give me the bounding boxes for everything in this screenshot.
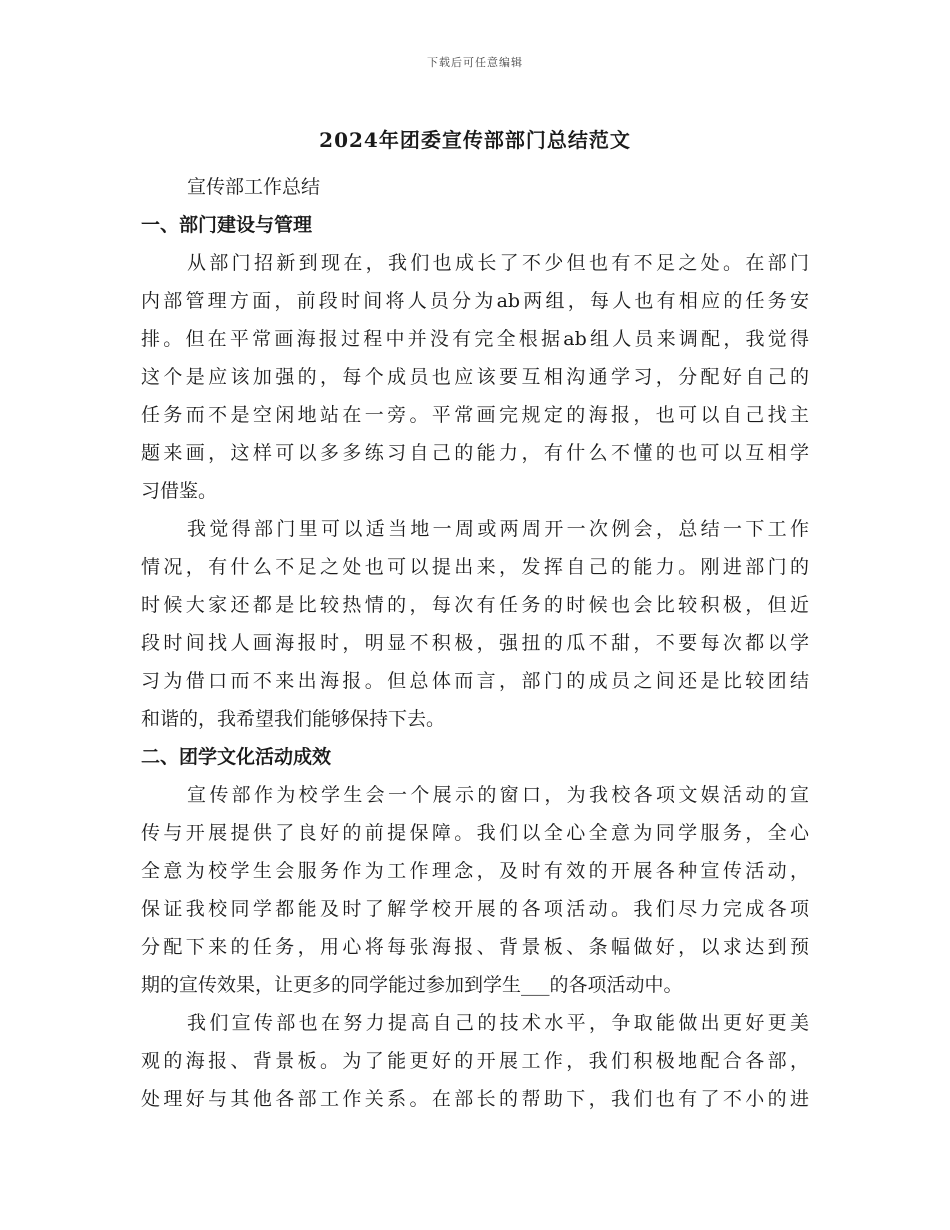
paragraph-line: 观的海报、背景板。为了能更好的开展工作，我们积极地配合各部， bbox=[141, 1050, 809, 1072]
paragraph-line: 宣传部作为校学生会一个展示的窗口，为我校各项文娱活动的宣 bbox=[187, 784, 809, 806]
paragraph bbox=[141, 776, 809, 1004]
paragraph-line: 情况，有什么不足之处也可以提出来，发挥自己的能力。刚进部门的 bbox=[141, 556, 809, 578]
paragraph-line: 处理好与其他各部工作关系。在部长的帮助下，我们也有了不小的进 bbox=[141, 1088, 809, 1110]
paragraph-line: 我觉得部门里可以适当地一周或两周开一次例会，总结一下工作 bbox=[187, 518, 809, 540]
paragraph-line: 和谐的，我希望我们能够保持下去。 bbox=[141, 708, 446, 730]
subtitle: 宣传部工作总结 bbox=[187, 176, 321, 198]
paragraph-line: 全意为校学生会服务作为工作理念，及时有效的开展各种宣传活动， bbox=[141, 860, 809, 882]
header-note: 下载后可任意编辑 bbox=[427, 56, 523, 69]
paragraph bbox=[141, 510, 809, 738]
paragraph-line: 分配下来的任务，用心将每张海报、背景板、条幅做好，以求达到预 bbox=[141, 936, 809, 958]
paragraph-line: 内部管理方面，前段时间将人员分为ab两组，每人也有相应的任务安 bbox=[141, 290, 809, 312]
paragraph-line: 段时间找人画海报时，明显不积极，强扭的瓜不甜，不要每次都以学 bbox=[141, 632, 809, 654]
paragraph-line: 从部门招新到现在，我们也成长了不少但也有不足之处。在部门 bbox=[187, 252, 809, 274]
document-body bbox=[141, 168, 809, 1118]
paragraph-line: 习借鉴。 bbox=[141, 480, 218, 502]
paragraph-line: 时候大家还都是比较热情的，每次有任务的时候也会比较积极，但近 bbox=[141, 594, 809, 616]
section-heading: 二、团学文化活动成效 bbox=[141, 746, 332, 768]
paragraph-line: 习为借口而不来出海报。但总体而言，部门的成员之间还是比较团结 bbox=[141, 670, 809, 692]
paragraph-line: 题来画，这样可以多多练习自己的能力，有什么不懂的也可以互相学 bbox=[141, 442, 809, 464]
section-heading: 一、部门建设与管理 bbox=[141, 214, 313, 236]
paragraph bbox=[141, 1004, 809, 1118]
document-title: 2024年团委宣传部部门总结范文 bbox=[319, 128, 631, 152]
paragraph-line: 保证我校同学都能及时了解学校开展的各项活动。我们尽力完成各项 bbox=[141, 898, 809, 920]
paragraph-line: 任务而不是空闲地站在一旁。平常画完规定的海报，也可以自己找主 bbox=[141, 404, 809, 426]
paragraph-line: 这个是应该加强的，每个成员也应该要互相沟通学习，分配好自己的 bbox=[141, 366, 809, 388]
paragraph-line: 排。但在平常画海报过程中并没有完全根据ab组人员来调配，我觉得 bbox=[141, 328, 809, 350]
paragraph bbox=[141, 244, 809, 510]
paragraph-line: 期的宣传效果，让更多的同学能过参加到学生___的各项活动中。 bbox=[141, 974, 683, 996]
paragraph-line: 传与开展提供了良好的前提保障。我们以全心全意为同学服务，全心 bbox=[141, 822, 809, 844]
paragraph-line: 我们宣传部也在努力提高自己的技术水平，争取能做出更好更美 bbox=[187, 1012, 809, 1034]
